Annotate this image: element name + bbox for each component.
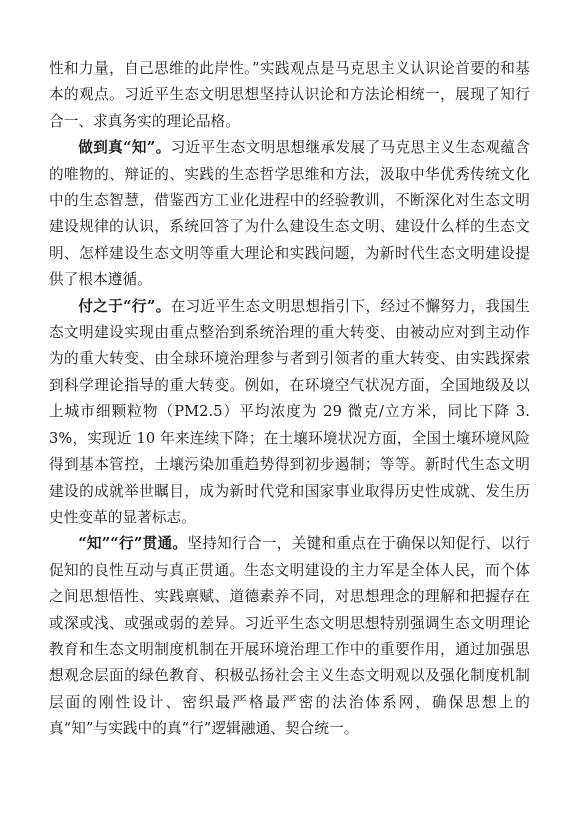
paragraph-continuation (49, 56, 530, 135)
paragraph-text: 习近平生态文明思想继承发展了马克思主义生态观蕴含的唯物的、辩证的、实践的生态哲学思维和方法，汲取中华优秀传统文化中的生态智慧，借鉴西方工业化进程中的经验教训，不断深化对生态文明建设规律的认识，系统回答了为什么建设生态文明、建设什么样的生态文明、怎样建设生态文明等重大理论和实践问题，为新时代生态文明建设提供了根本遵循。 (49, 139, 530, 289)
paragraph-lead: 付之于“行”。 (78, 297, 171, 315)
paragraph-text: 性和力量，自己思维的此岸性。”实践观点是马克思主义认识论首要的和基本的观点。习近平生态文明思想坚持认识论和方法论相统一，展现了知行合一、求真务实的理论品格。 (49, 60, 530, 130)
document-page (49, 56, 530, 743)
paragraph-lead: 做到真“知”。 (78, 139, 171, 157)
paragraph-knowledge-action-unity (49, 531, 530, 742)
paragraph-text: 在习近平生态文明思想指引下，经过不懈努力，我国生态文明建设实现由重点整治到系统治理的重大转变、由被动应对到主动作为的重大转变、由全球环境治理参与者到引领者的重大转变、由实践探索到科学理论指导的重大转变。例如，在环境空气状况方面，全国地级及以上城市细颗粒物（PM2.5）平均浓度为 29 微克/立方米，同比下降 3.3%，实现近 10 年来连续下降；在土壤环境状况方面，全国土壤环境风险得到基本管控，土壤污染加重趋势得到初步遏制；等等。新时代生态文明建设的成就举世瞩目，成为新时代党和国家事业取得历史性成就、发生历史性变革的显著标志。 (49, 297, 530, 526)
paragraph-into-action (49, 294, 530, 532)
paragraph-lead: “知”“行”贯通。 (78, 535, 188, 553)
paragraph-text: 坚持知行合一，关键和重点在于确保以知促行、以行促知的良性互动与真正贯通。生态文明建设的主力军是全体人民，而个体之间思想悟性、实践禀赋、道德素养不同，对思想理念的理解和把握存在或深或浅、或强或弱的差异。习近平生态文明思想特别强调生态文明理论教育和生态文明制度机制在开展环境治理工作中的重要作用，通过加强思想观念层面的绿色教育、积极弘扬社会主义生态文明观以及强化制度机制层面的刚性设计、密织最严格最严密的法治体系网，确保思想上的真“知”与实践中的真“行”逻辑融通、契合统一。 (49, 535, 530, 738)
paragraph-true-knowledge (49, 135, 530, 293)
